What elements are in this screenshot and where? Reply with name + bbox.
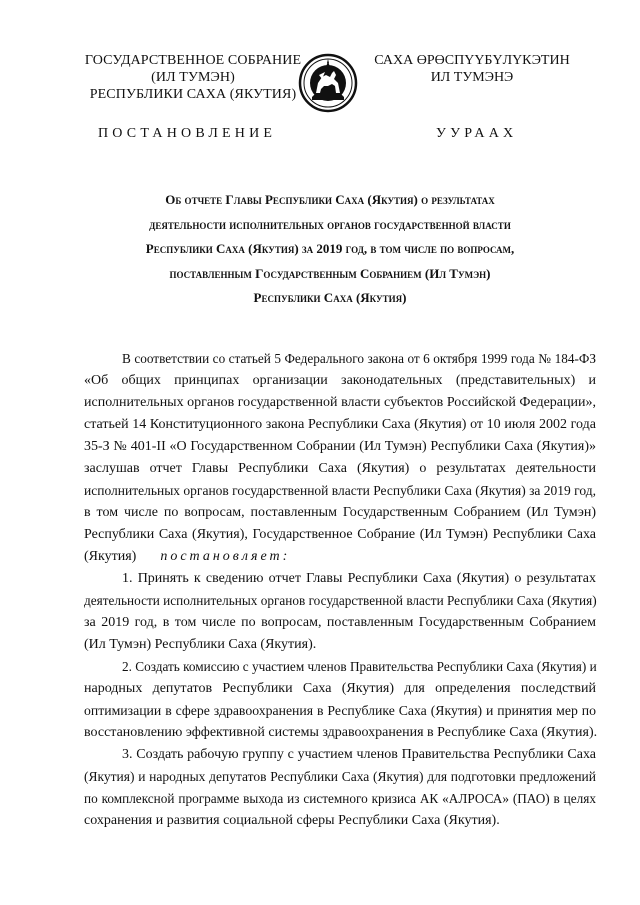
- preamble-line: исполнительных органов государственной власти субъектов Российской Федерации»,: [84, 395, 596, 410]
- header-left-russian: [78, 52, 308, 103]
- preamble-line: 35-З № 401-II «О Государственном Собрании (Ил Тумэн) Республики Саха (Якутия)»: [84, 439, 596, 454]
- preamble-line: статьей 14 Конституционного закона Республики Саха (Якутия) от 10 июля 2002 года: [84, 417, 596, 432]
- title-line: деятельности исполнительных органов государственной власти: [149, 216, 511, 232]
- preamble-line: исполнительных органов государственной власти Республики Саха (Якутия) за 2019 год,: [84, 483, 596, 498]
- title-line: Республики Саха (Якутия): [253, 290, 407, 305]
- preamble-line: «Об общих принципах организации законодательных (представительных) и: [84, 373, 596, 388]
- preamble-line: в том числе по вопросам, поставленным Государственным Собранием (Ил Тумэн): [84, 505, 596, 520]
- item-line: 1. Принять к сведению отчет Главы Республики Саха (Якутия) о результатах: [122, 571, 596, 586]
- item-line: (Ил Тумэн) Республики Саха (Якутия).: [84, 637, 317, 652]
- decree-word: постановляет:: [160, 549, 291, 564]
- item-line: 2. Создать комиссию с участием членов Правительства Республики Саха (Якутия) и: [122, 659, 597, 674]
- item-line: по комплексной программе выхода из системного кризиса АК «АЛРОСА» (ПАО) в целях: [84, 791, 596, 806]
- title-line: Республики Саха (Якутия) за 2019 год, в том числе по вопросам,: [145, 241, 515, 256]
- item-line: народных депутатов Республики Саха (Якутия) для определения последствий: [84, 681, 596, 696]
- document-body: [84, 348, 596, 832]
- coat-of-arms-emblem-icon: [298, 53, 358, 113]
- preamble-closing-text: (Якутия): [84, 549, 137, 564]
- item-line: 3. Создать рабочую группу с участием членов Правительства Республики Саха: [122, 747, 596, 762]
- item-line: восстановлению эффективной системы здравоохранения в Республике Саха (Якутия).: [84, 725, 598, 740]
- preamble-closing-line: [84, 546, 596, 568]
- item-2: [84, 656, 596, 744]
- item-line: деятельности исполнительных органов государственной власти Республики Саха (Якутия): [84, 593, 597, 608]
- header-left-line: ГОСУДАРСТВЕННОЕ СОБРАНИЕ: [84, 53, 302, 68]
- header-right-line: ИЛ ТУМЭНЭ: [430, 70, 514, 85]
- item-line: (Якутия) и народных депутатов Республики Саха (Якутия) для подготовки предложений: [84, 769, 596, 784]
- item-1: [84, 568, 596, 656]
- doc-type-russian: ПОСТАНОВЛЕНИЕ: [98, 126, 277, 141]
- document-title: [100, 188, 560, 311]
- item-line: за 2019 год, в том числе по вопросам, поставленным Государственным Собранием: [84, 615, 596, 630]
- item-3: [84, 744, 596, 832]
- doc-type-sakha: УУРААХ: [436, 126, 518, 141]
- preamble-paragraph: [84, 348, 596, 568]
- preamble-line: В соответствии со статьей 5 Федерального закона от 6 октября 1999 года № 184-ФЗ: [122, 351, 596, 366]
- header-left-line: РЕСПУБЛИКИ САХА (ЯКУТИЯ): [89, 87, 297, 102]
- title-line: Об отчете Главы Республики Саха (Якутия) о результатах: [165, 192, 495, 207]
- header-right-sakha: [372, 52, 572, 86]
- preamble-line: заслушав отчет Главы Республики Саха (Якутия) о результатах деятельности: [84, 461, 596, 476]
- header-left-line: (ИЛ ТУМЭН): [151, 70, 235, 85]
- item-line: оптимизации в сфере здравоохранения в Республике Саха (Якутия) и принятия мер по: [84, 703, 596, 718]
- item-line: сохранения и развития социальной сферы Республики Саха (Якутия).: [84, 813, 500, 828]
- preamble-line: Республики Саха (Якутия), Государственное Собрание (Ил Тумэн) Республики Саха: [84, 527, 596, 542]
- header-right-line: САХА ӨРӨСПҮҮБҮЛҮКЭТИН: [374, 53, 570, 68]
- title-line: поставленным Государственным Собранием (Ил Тумэн): [169, 265, 491, 281]
